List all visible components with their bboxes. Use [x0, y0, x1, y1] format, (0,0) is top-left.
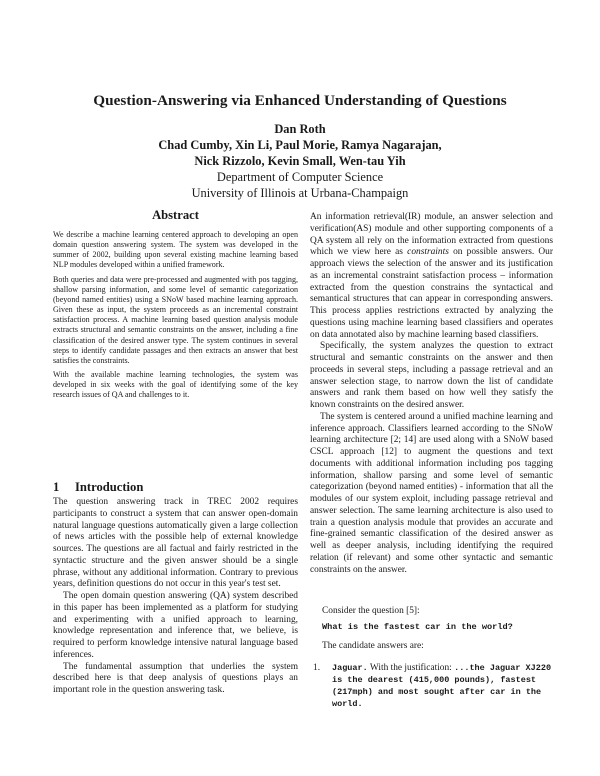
author-line-3: Nick Rizzolo, Kevin Small, Wen-tau Yih: [194, 154, 406, 168]
section-heading-introduction: [53, 480, 143, 495]
example-question: What is the fastest car in the world?: [322, 622, 513, 632]
right-paragraph-3: The system is centered around a unified machine learning and inference approach. Classifiers learned according to the SNoW learning architecture [2; 14] are used along with a SNoW based CSCL approach [12] to augment the questions and text documents with additional information including pos tagging information, shallow parsing and some level of semantic categorization (beyond named entities) - information that all the modules of our system exploit, including passage retrieval and answer selection. The same learning architecture is also used to train a question analysis module that provides an accurate and fine-grained semantic classification of the desired answer as well as deeper analysis, including identifying the required relation (if relevant) and some other syntactic and semantic constraints on the answer.: [310, 411, 553, 575]
affiliation-line-2: University of Illinois at Urbana-Champaign: [191, 186, 409, 200]
intro-paragraph-3: The fundamental assumption that underlies the system described here is that deep analysis of questions plays an important role in the question answering task.: [53, 661, 298, 695]
paper-title: Question-Answering via Enhanced Understanding of Questions: [93, 92, 507, 109]
intro-paragraph-2: The open domain question answering (QA) system described in this paper has been implemented as a platform for studying and experimenting with a unified approach to learning, knowledge representation and inference that, we believe, is required to perform knowledge intensive natural language based inferences.: [53, 591, 298, 660]
introduction-body: [53, 497, 298, 697]
right-paragraph-1-b: on possible answers. Our approach views the selection of the answer and its justification as an incremental constraint satisfaction process – information extracted from the question constrains the syntactical and semantical structures that can appear in corresponding answers. This process applies restrictions extracted by analyzing the questions using machine learning based classifiers and operates on data annotated also by machine learning based classifiers.: [310, 247, 553, 340]
author-line-1: Dan Roth: [274, 122, 326, 136]
candidate-number: 1.: [313, 663, 321, 673]
abstract-paragraph-1: We describe a machine learning centered approach to developing an open domain question answering system. The system was developed in the summer of 2002, building upon several existing machine learning based NLP modules developed within a unified framework.: [53, 230, 298, 270]
right-paragraph-1-a: An information retrieval(IR) module, an answer selection and verification(AS) module and other supporting components of a QA system all rely on the information extracted from questions which we view here as: [310, 212, 553, 258]
abstract-body: [53, 230, 298, 405]
right-paragraph-2: Specifically, the system analyzes the question to extract structural and semantic constraints on the answer and then proceeds in several steps, including a passage retrieval and an answer selection stage, to narrow down the list of candidate answers and rank them based on how well they satisfy the known constraints on the desired answer.: [310, 341, 553, 410]
right-paragraph-1: [310, 212, 553, 341]
author-block: [0, 121, 600, 201]
candidate-answer: Jaguar.: [332, 663, 368, 673]
right-column-body: [310, 212, 553, 576]
author-line-2: Chad Cumby, Xin Li, Paul Morie, Ramya Nagarajan,: [158, 138, 442, 152]
candidate-justification-text: ...the Jaguar XJ220 is the dearest (415,000 pounds), fastest (217mph) and most sought after car in the world.: [332, 663, 552, 709]
candidates-label: The candidate answers are:: [322, 641, 424, 651]
abstract-heading: Abstract: [152, 208, 199, 222]
section-title: Introduction: [75, 480, 144, 494]
abstract-paragraph-3: With the available machine learning technologies, the system was developed in six weeks with the goal of identifying some of the key research issues of QA and challenges to it.: [53, 370, 298, 400]
abstract-paragraph-2: Both queries and data were pre-processed and augmented with pos tagging, shallow parsing information, and some level of semantic categorization (beyond named entities) using a SNoW based machine learning approach. Given these as input, the system proceeds as an incremental constraint satisfaction process. A machine learning based question analysis module extracts structural and semantic constraints on the answer, including a fine classification of the desired answer type. The system continues in several steps to identify candidate passages and then extracts an answer that best satisfies the constraints.: [53, 274, 298, 365]
candidate-body: [332, 663, 555, 711]
section-number: 1: [53, 480, 60, 494]
constraints-term: constraints: [407, 247, 449, 258]
intro-paragraph-1: The question answering track in TREC 2002 requires participants to construct a system that can answer open-domain natural language questions automatically given a large collection of news articles with the possible help of external knowledge sources. The questions are all factual and fairly restricted in the syntactic structure and the given answer should be a single phrase, without any additional information. Contrary to previous years, definition questions do not occur in this year's test set.: [53, 497, 298, 590]
example-intro: Consider the question [5]:: [322, 606, 420, 616]
affiliation-line-1: Department of Computer Science: [216, 170, 384, 184]
candidate-justification-label: With the justification:: [367, 663, 455, 673]
